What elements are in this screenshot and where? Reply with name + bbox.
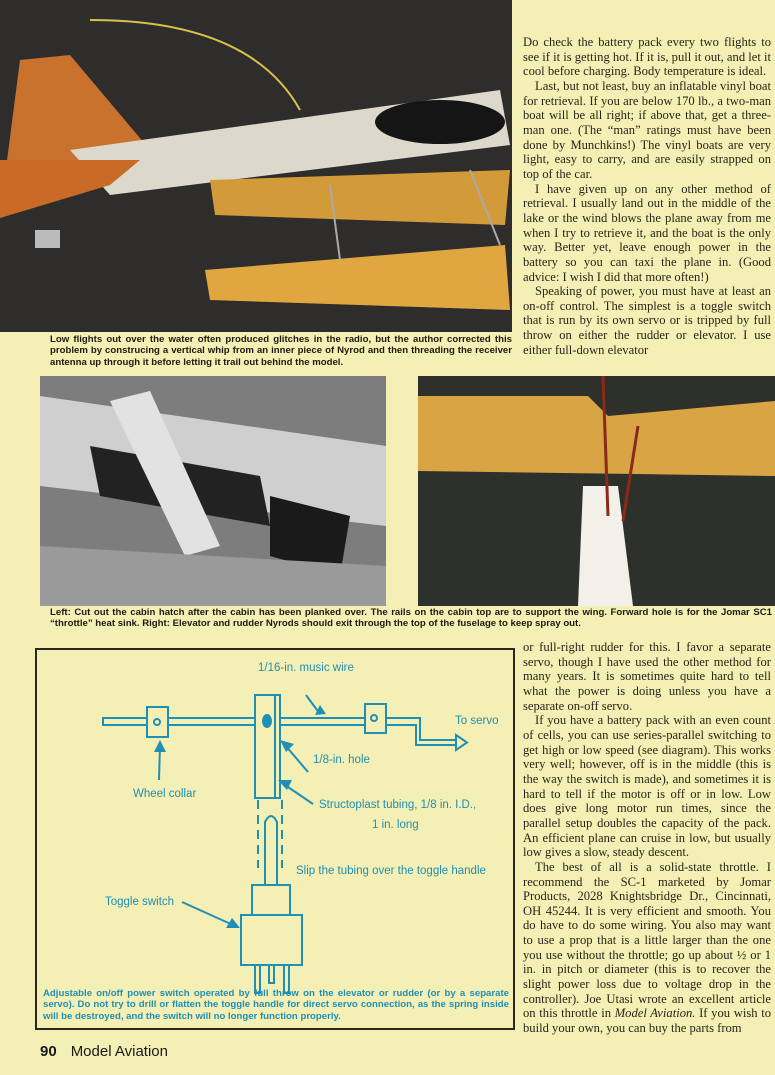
diagram-drawing: [35, 648, 515, 1030]
cabin-hatch-illustration: [40, 376, 386, 606]
label-tubing: Structoplast tubing, 1/8 in. I.D.,: [319, 799, 477, 811]
label-tubing-length: 1 in. long: [372, 819, 419, 831]
page-footer: [40, 1043, 168, 1060]
photo-floatplane-tail: [0, 0, 512, 332]
article-column-bottom: [523, 640, 771, 1036]
page-number: 90: [40, 1043, 57, 1060]
photo-cabin-hatch: [40, 376, 386, 606]
paragraph: Do check the battery pack every two flights to see if it is getting hot. If it is, pull it out, and let it cool before charging. Body temperature is ideal.: [523, 35, 772, 79]
paragraph-text: The best of all is a solid-state throttle. I recommend the SC-1 marketed by Jomar Products, 2028 Knightsbridge Dr., Cincinnati, OH 45244. It is very efficient and smooth. You do have to do some wiring. You also may want to use a prop that is a little larger than the one you use without the throttle; go up about ½ or 1 in. in pitch or diameter (this is to recover the slight power loss due to voltage drop in the controller). Joe Utasi wrote an excellent article on this throttle in: [523, 859, 771, 1021]
paragraph: Last, but not least, buy an inflatable vinyl boat for retrieval. If you are below 170 lb., a two-man boat will be all right; if above that, get a three-man one. (The “man” ratings must have been done by Munchkins!) The vinyl boats are very light, easy to carry, and are easily strapped on top of the car.: [523, 78, 771, 181]
paragraph: I have given up on any other method of retrieval. I usually land out in the middle of the lake or the wind blows the plane away from me when I try to retrieve it, and the boat is the only way. Better yet, leave enough power in the battery so you can taxi the plane in. (Good advice: I wish I did that more often!): [523, 181, 771, 284]
label-wheel-collar: Wheel collar: [133, 788, 197, 800]
label-slip-tubing: Slip the tubing over the toggle handle: [296, 865, 486, 877]
structoplast-tubing: [255, 695, 280, 798]
wheel-collar-left: [147, 707, 168, 737]
caption-middle-photos: Left: Cut out the cabin hatch after the cabin has been planked over. The rails on the cabin top are to support the wing. Forward hole is for the Jomar SC1 “throttle” heat sink. Right: Elevator and rudder Nyrods should exit through the top of the fuselage to keep spray out.: [50, 607, 772, 630]
toggle-body: [241, 915, 302, 965]
article-column-top: [523, 35, 771, 357]
label-toggle-switch: Toggle switch: [105, 896, 175, 908]
paragraph: If you have a battery pack with an even count of cells, you can use series-parallel switching to get high or low speed (see diagram). This works very well; however, off is in the middle (this is the way the switch is made), and sometimes it is hard to tell if the motor is off or in low. Low does give long motor run times, since the parallel setup doubles the capacity of the pack. An efficient plane can cruise in low, but usually low gives a slow, steady descent.: [523, 713, 771, 860]
magazine-title-italic: Model Aviation.: [614, 1006, 696, 1021]
toggle-switch-diagram: [35, 648, 515, 1030]
floatplane-illustration: [0, 0, 512, 332]
paragraph-text: If you wish to build your own, you can buy the parts from: [523, 1006, 772, 1036]
music-wire-left: [103, 718, 255, 725]
caption-top-photo: Low flights out over the water often produced glitches in the radio, but the author corrected this problem by construcing a vertical whip from an inner piece of Nyrod and then threading the receiver antenna up through it before letting it trail out behind the model.: [50, 334, 512, 368]
label-to-servo: To servo: [455, 715, 499, 727]
arrow-to-servo: [456, 735, 467, 750]
diagram-caption: Adjustable on/off power switch operated by full throw on the elevator or rudder (or by a separate servo). Do not try to drill or flatten the toggle handle for direct servo connection, as the spring inside will be destroyed, and the switch will no longer function properly.: [43, 988, 509, 1022]
toggle-handle: [265, 816, 277, 885]
paragraph: Speaking of power, you must have at least an on-off control. The simplest is a toggle switch that is run by its own servo or is tripped by full throw on either the rudder or elevator. I use either full-down elevator: [523, 284, 771, 357]
toggle-neck: [252, 885, 290, 917]
photo-elevator-rudder: [418, 376, 775, 606]
paragraph: or full-right rudder for this. I favor a separate servo, though I have used the other method for many years. It is sometimes quite hard to tell what the power is doing unless you have a separate on-off servo.: [523, 640, 771, 713]
paragraph: [523, 860, 771, 1036]
elevator-illustration: [418, 376, 775, 606]
label-music-wire: 1/16-in. music wire: [258, 662, 354, 674]
magazine-name: Model Aviation: [70, 1043, 168, 1060]
label-hole: 1/8-in. hole: [313, 754, 370, 766]
wheel-collar-right: [365, 704, 386, 733]
